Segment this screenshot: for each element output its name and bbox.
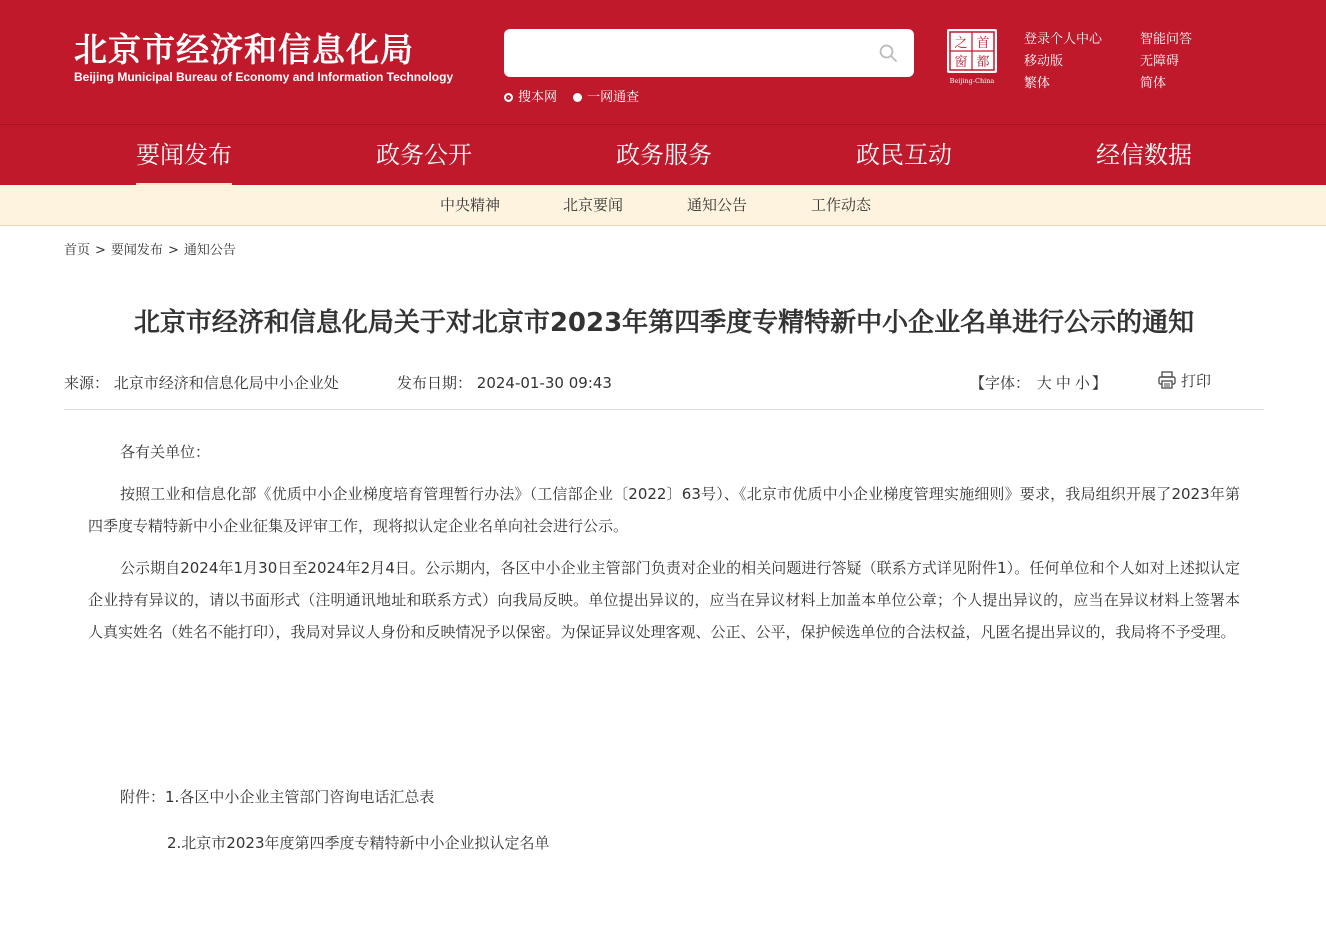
article-paragraph: 按照工业和信息化部《优质中小企业梯度培育管理暂行办法》（工信部企业〔2022〕63号）、《北京市优质中小企业梯度管理实施细则》要求，我局组织开展了2023年第四季度专精特新中小企业征集及评审工作，现将拟认定企业名单向社会进行公示。	[88, 485, 1240, 535]
search-scope-site[interactable]: 搜本网	[504, 86, 557, 105]
breadcrumb-separator: >	[95, 243, 106, 258]
site-title[interactable]: 北京市经济和信息化局	[74, 30, 414, 69]
meta-divider	[64, 409, 1264, 410]
mobile-link[interactable]: 移动版	[1024, 54, 1064, 69]
smart-qa-link[interactable]: 智能问答	[1140, 32, 1193, 47]
attachment-item-2	[167, 832, 550, 854]
search-scope-options	[504, 86, 651, 105]
radio-icon	[504, 93, 513, 102]
logo-char: 窗	[954, 55, 968, 70]
search-input[interactable]	[504, 29, 864, 77]
nav-item-interaction[interactable]: 政民互动	[856, 141, 952, 169]
nav-item-data[interactable]: 经信数据	[1096, 141, 1192, 169]
capital-window-logo[interactable]	[946, 28, 998, 86]
article-title: 北京市经济和信息化局关于对北京市2023年第四季度专精特新中小企业名单进行公示的通知	[133, 308, 1195, 338]
printer-icon	[1157, 370, 1177, 390]
font-size-medium[interactable]: 中	[1055, 374, 1071, 392]
subnav-item-central-spirit[interactable]: 中央精神	[440, 196, 501, 214]
subnav-item-beijing-news[interactable]: 北京要闻	[563, 196, 624, 214]
sub-nav	[0, 185, 1326, 226]
font-size-large[interactable]: 大	[1036, 374, 1052, 392]
attachment-link-1[interactable]: 1.各区中小企业主管部门咨询电话汇总表	[165, 788, 435, 806]
article-source: 来源： 北京市经济和信息化局中小企业处	[64, 374, 339, 392]
article-greeting: 各有关单位：	[120, 443, 211, 461]
main-nav	[0, 124, 1326, 185]
traditional-chinese-link[interactable]: 繁体	[1024, 76, 1051, 91]
search-icon[interactable]	[878, 43, 898, 63]
print-button[interactable]: 打印	[1157, 370, 1211, 391]
accessibility-link[interactable]: 无障碍	[1140, 54, 1180, 69]
radio-icon	[573, 93, 582, 102]
subnav-item-work-updates[interactable]: 工作动态	[811, 196, 872, 214]
nav-item-news[interactable]: 要闻发布	[64, 125, 304, 185]
subnav-item-notices[interactable]: 通知公告	[687, 196, 748, 214]
breadcrumb-separator: >	[167, 243, 179, 258]
attachment-link-2[interactable]: 2.北京市2023年度第四季度专精特新中小企业拟认定名单	[167, 834, 550, 852]
article-date: 发布日期： 2024-01-30 09:43	[397, 374, 612, 392]
site-header	[0, 0, 1326, 124]
breadcrumb-home[interactable]: 首页	[64, 243, 91, 258]
search-box	[504, 29, 914, 77]
login-link[interactable]: 登录个人中心	[1024, 32, 1103, 47]
site-title-en[interactable]: Beijing Municipal Bureau of Economy and Information Technology	[74, 70, 454, 84]
article-paragraph: 公示期自2024年1月30日至2024年2月4日。公示期内，各区中小企业主管部门负责对企业的相关问题进行答疑（联系方式详见附件1）。任何单位和个人如对上述拟认定企业持有异议的，请以书面形式（注明通讯地址和联系方式）向我局反映。单位提出异议的，应当在异议材料上加盖本单位公章；个人提出异议的，应当在异议材料上签署本人真实姓名（姓名不能打印），我局对异议人身份和反映情况予以保密。为保证异议处理客观、公正、公平，保护候选单位的合法权益，凡匿名提出异议的，我局将不予受理。	[88, 559, 1240, 641]
font-size-small[interactable]: 小	[1074, 374, 1090, 392]
font-size-selector: 【字体： 大 中 小 】	[970, 374, 1107, 392]
breadcrumb	[64, 239, 236, 258]
logo-char: 首	[976, 36, 990, 51]
nav-item-services[interactable]: 政务服务	[616, 141, 712, 169]
article-meta	[64, 372, 1264, 408]
simplified-chinese-link[interactable]: 简体	[1140, 76, 1167, 91]
attachments-label: 附件：	[120, 788, 166, 806]
attachments	[120, 786, 434, 808]
search-scope-all[interactable]: 一网通查	[573, 86, 639, 105]
logo-char: 之	[954, 36, 968, 51]
logo-caption: Beijing-China	[949, 77, 995, 85]
breadcrumb-news[interactable]: 要闻发布	[110, 243, 163, 258]
nav-item-government-affairs[interactable]: 政务公开	[376, 141, 472, 169]
breadcrumb-notices[interactable]: 通知公告	[183, 243, 236, 258]
article-body	[88, 436, 1240, 658]
logo-char: 都	[976, 55, 990, 70]
